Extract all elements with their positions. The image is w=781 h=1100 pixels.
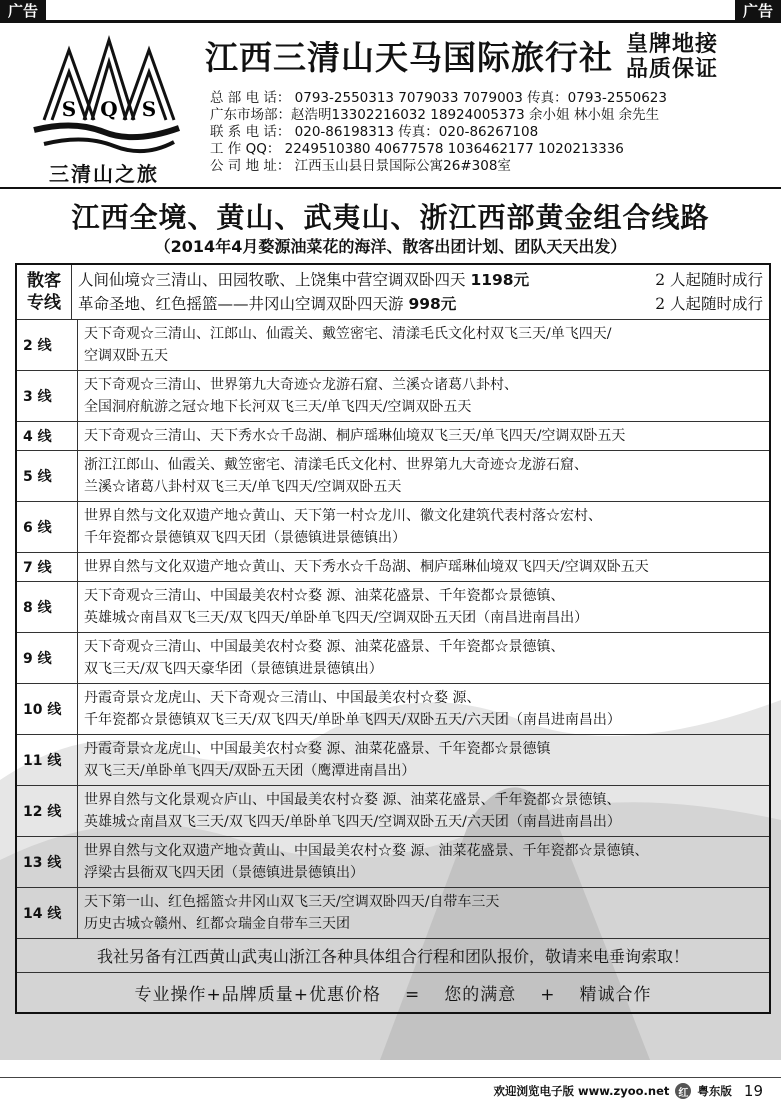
- notice: 我社另备有江西黄山武夷山浙江各种具体组合行程和团队报价，敬请来电垂询索取！: [17, 939, 769, 973]
- logo-letter: Q: [100, 97, 118, 121]
- route-line: 世界自然与文化双遗产地☆黄山、天下秀水☆千岛湖、桐庐瑶琳仙境双飞四天/空调双卧五天: [84, 559, 649, 575]
- route-row: [17, 837, 769, 888]
- edition: 粤东版: [697, 1084, 732, 1098]
- route-row: [17, 371, 769, 422]
- contact-line: 公 司 地 址： 江西玉山县日景国际公寓26#308室: [210, 158, 511, 174]
- route-line: 天下奇观☆三清山、天下秀水☆千岛湖、桐庐瑶琳仙境双飞三天/单飞四天/空调双卧五天: [84, 428, 626, 444]
- route-number: 8 线: [17, 582, 78, 632]
- route-number: 2 线: [17, 320, 78, 370]
- footer: [494, 1082, 763, 1100]
- route-number: 9 线: [17, 633, 78, 683]
- route-number: 12 线: [17, 786, 78, 836]
- route-description: [78, 371, 769, 421]
- route-description: [78, 837, 769, 887]
- main-title: 江西全境、黄山、武夷山、浙江西部黄金组合线路: [71, 201, 710, 234]
- departure-note: 2 人起随时成行: [655, 271, 763, 289]
- company-name: 江西三清山天马国际旅行社: [205, 38, 613, 77]
- route-line: 全国洞府航游之冠☆地下长河双飞三天/单飞四天/空调双卧五天: [84, 399, 472, 415]
- route-line: 空调双卧五天: [84, 348, 168, 364]
- contact-line: 总 部 电 话： 0793-2550313 7079033 7079003 传真：0793-2550623: [210, 90, 667, 106]
- route-table: [15, 263, 771, 1014]
- route-row: [17, 320, 769, 371]
- route-number: 10 线: [17, 684, 78, 734]
- route-row: [17, 633, 769, 684]
- route-number: 14 线: [17, 888, 78, 938]
- route-line: 世界自然与文化景观☆庐山、中国最美农村☆婺 源、油菜花盛景、千年瓷都☆景德镇、: [84, 792, 621, 808]
- header-rule: [0, 20, 781, 23]
- footer-rule: [0, 1077, 781, 1078]
- footer-text: 欢迎浏览电子版 www.zyoo.net: [493, 1084, 670, 1098]
- contact-line: 联 系 电 话： 020-86198313 传真：020-86267108: [210, 124, 539, 140]
- contact-info: [210, 90, 667, 175]
- route-description: [78, 451, 769, 501]
- route-row: [17, 451, 769, 502]
- route-rows: [17, 320, 769, 939]
- route-description: [78, 582, 769, 632]
- route-line: 双飞三天/双飞四天豪华团（景德镇进景德镇出）: [84, 661, 383, 677]
- logo-letter: S: [61, 97, 77, 121]
- route-number: 5 线: [17, 451, 78, 501]
- route-line: 天下奇观☆三清山、中国最美农村☆婺 源、油菜花盛景、千年瓷都☆景德镇、: [84, 639, 565, 655]
- route-number: 3 线: [17, 371, 78, 421]
- route-line: 天下奇观☆三清山、江郎山、仙霞关、戴笠密宅、清漾毛氏文化村双飞三天/单飞四天/: [84, 326, 612, 342]
- route-line: 英雄城☆南昌双飞三天/双飞四天/单卧单飞四天/空调双卧五天团（南昌进南昌出）: [84, 610, 589, 626]
- route-row: [17, 684, 769, 735]
- slogan-line: 皇牌地接: [626, 32, 719, 57]
- route-line: 浙江江郎山、仙霞关、戴笠密宅、清漾毛氏文化村、世界第九大奇迹☆龙游石窟、: [84, 457, 588, 473]
- route-row: [17, 502, 769, 553]
- route-row: [17, 582, 769, 633]
- edition-badge: 红: [675, 1083, 691, 1099]
- slogan-line: 品质保证: [626, 57, 719, 82]
- company-logo: [14, 30, 194, 186]
- page-number: 19: [743, 1082, 763, 1100]
- featured-label: 散客 专线: [17, 265, 72, 319]
- contact-line: 广东市场部：赵浩明13302216032 18924005373 余小姐 林小姐 余先生: [210, 107, 660, 123]
- logo-caption: 三清山之旅: [49, 162, 159, 186]
- section-divider: [0, 187, 781, 189]
- featured-row: [17, 265, 769, 320]
- route-description: [78, 502, 769, 552]
- route-line: 兰溪☆诸葛八卦村双飞三天/单飞四天/空调双卧五天: [84, 479, 402, 495]
- route-description: [78, 422, 769, 450]
- featured-line: 革命圣地、红色摇篮——井冈山空调双卧四天游 998元 2 人起随时成行: [78, 292, 763, 316]
- ad-label-right: 广告: [735, 0, 781, 22]
- route-line: 世界自然与文化双遗产地☆黄山、天下第一村☆龙川、徽文化建筑代表村落☆宏村、: [84, 508, 602, 524]
- departure-note: 2 人起随时成行: [655, 295, 763, 313]
- motto: 专业操作+品牌质量+优惠价格 = 您的满意 + 精诚合作: [134, 985, 652, 1005]
- route-number: 11 线: [17, 735, 78, 785]
- route-number: 13 线: [17, 837, 78, 887]
- route-description: [78, 786, 769, 836]
- route-row: [17, 888, 769, 939]
- route-description: [78, 633, 769, 683]
- route-number: 4 线: [17, 422, 78, 450]
- contact-line: 工 作 QQ： 2249510380 40677578 1036462177 1020213336: [210, 141, 624, 157]
- route-line: 丹霞奇景☆龙虎山、天下奇观☆三清山、中国最美农村☆婺 源、: [84, 690, 481, 706]
- route-line: 千年瓷都☆景德镇双飞四天团（景德镇进景德镇出）: [84, 530, 406, 546]
- route-description: [78, 320, 769, 370]
- slogan: [626, 32, 718, 82]
- route-line: 历史古城☆赣州、红都☆瑞金自带车三天团: [84, 916, 350, 932]
- route-line: 天下奇观☆三清山、中国最美农村☆婺 源、油菜花盛景、千年瓷都☆景德镇、: [84, 588, 565, 604]
- route-line: 天下第一山、红色摇篮☆井冈山双飞三天/空调双卧四天/自带车三天: [84, 894, 500, 910]
- route-line: 天下奇观☆三清山、世界第九大奇迹☆龙游石窟、兰溪☆诸葛八卦村、: [84, 377, 518, 393]
- route-line: 世界自然与文化双遗产地☆黄山、中国最美农村☆婺 源、油菜花盛景、千年瓷都☆景德镇、: [84, 843, 649, 859]
- ad-label-left: 广告: [0, 0, 46, 22]
- subtitle: （2014年4月婺源油菜花的海洋、散客出团计划、团队天天出发）: [154, 237, 627, 256]
- route-description: [78, 684, 769, 734]
- route-description: [78, 888, 769, 938]
- route-row: [17, 735, 769, 786]
- route-description: [78, 735, 769, 785]
- price: 998元: [408, 295, 457, 313]
- route-line: 丹霞奇景☆龙虎山、中国最美农村☆婺 源、油菜花盛景、千年瓷都☆景德镇: [84, 741, 551, 757]
- route-line: 英雄城☆南昌双飞三天/双飞四天/单卧单飞四天/空调双卧五天/六天团（南昌进南昌出）: [84, 814, 621, 830]
- route-description: [78, 553, 769, 581]
- route-number: 6 线: [17, 502, 78, 552]
- route-line: 双飞三天/单卧单飞四天/双卧五天团（鹰潭进南昌出）: [84, 763, 416, 779]
- route-row: [17, 422, 769, 451]
- logo-letter: S: [141, 97, 157, 121]
- route-line: 浮梁古县衙双飞四天团（景德镇进景德镇出）: [84, 865, 364, 881]
- route-row: [17, 553, 769, 582]
- route-row: [17, 786, 769, 837]
- price: 1198元: [470, 271, 530, 289]
- mountain-logo-icon: [14, 30, 194, 160]
- featured-line: 人间仙境☆三清山、田园牧歌、上饶集中营空调双卧四天 1198元 2 人起随时成行: [78, 268, 763, 292]
- featured-lines: [72, 265, 769, 319]
- route-line: 千年瓷都☆景德镇双飞三天/双飞四天/单卧单飞四天/双卧五天/六天团（南昌进南昌出）: [84, 712, 621, 728]
- route-number: 7 线: [17, 553, 78, 581]
